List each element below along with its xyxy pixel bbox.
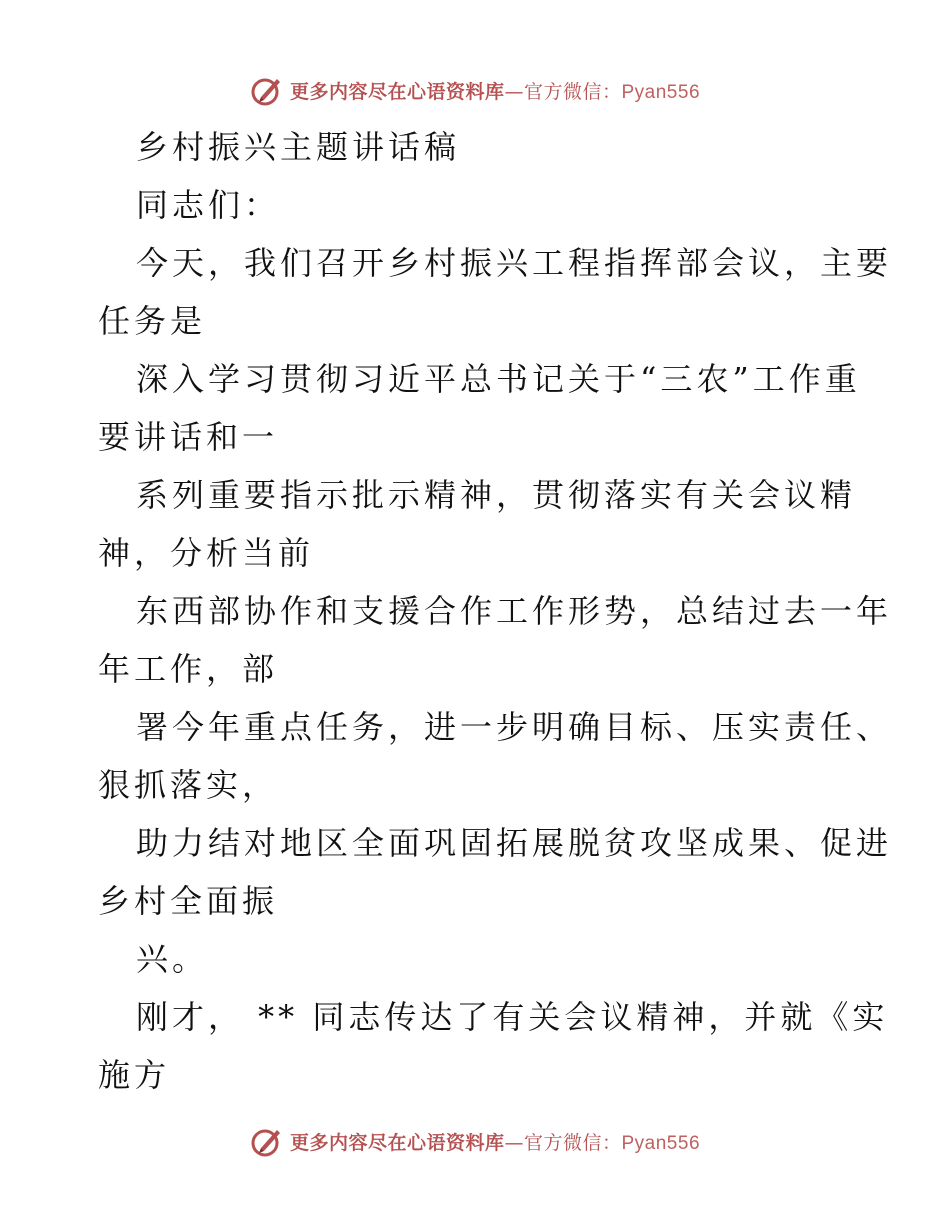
paragraph-line: 要讲话和一 bbox=[98, 418, 279, 456]
paragraph-line: 刚才， ** 同志传达了有关会议精神，并就《实 bbox=[136, 998, 889, 1036]
paragraph-line: 乡村全面振 bbox=[98, 882, 279, 920]
paragraph-line: 东西部协作和支援合作工作形势，总结过去一年 bbox=[136, 592, 893, 630]
paragraph-line: 署今年重点任务，进一步明确目标、压实责任、 bbox=[136, 708, 893, 746]
paragraph-line: 年工作，部 bbox=[98, 650, 279, 688]
salutation: 同志们： bbox=[136, 186, 281, 224]
paragraph-line: 兴。 bbox=[136, 940, 209, 978]
footer-watermark bbox=[0, 1121, 950, 1161]
paragraph-line: 狠抓落实， bbox=[98, 766, 279, 804]
paragraph-line: 深入学习贯彻习近平总书记关于“三农”工作重 bbox=[136, 360, 861, 398]
document-body bbox=[98, 118, 893, 1104]
paragraph-line: 施方 bbox=[98, 1056, 171, 1094]
quill-pen-logo-icon bbox=[250, 73, 284, 107]
watermark-text: 更多内容尽在心语资料库—官方微信：Pyan556 bbox=[289, 80, 701, 103]
paragraph-line: 今天，我们召开乡村振兴工程指挥部会议，主要 bbox=[136, 244, 893, 282]
paragraph-line: 助力结对地区全面巩固拓展脱贫攻坚成果、促进 bbox=[136, 824, 893, 862]
watermark-text: 更多内容尽在心语资料库—官方微信：Pyan556 bbox=[289, 1131, 701, 1154]
header-watermark bbox=[0, 70, 950, 110]
paragraph-line: 神，分析当前 bbox=[98, 534, 315, 572]
quill-pen-logo-icon bbox=[250, 1124, 284, 1158]
paragraph-line: 任务是 bbox=[98, 302, 207, 340]
document-title: 乡村振兴主题讲话稿 bbox=[136, 128, 461, 166]
paragraph-line: 系列重要指示批示精神，贯彻落实有关会议精 bbox=[136, 476, 857, 514]
